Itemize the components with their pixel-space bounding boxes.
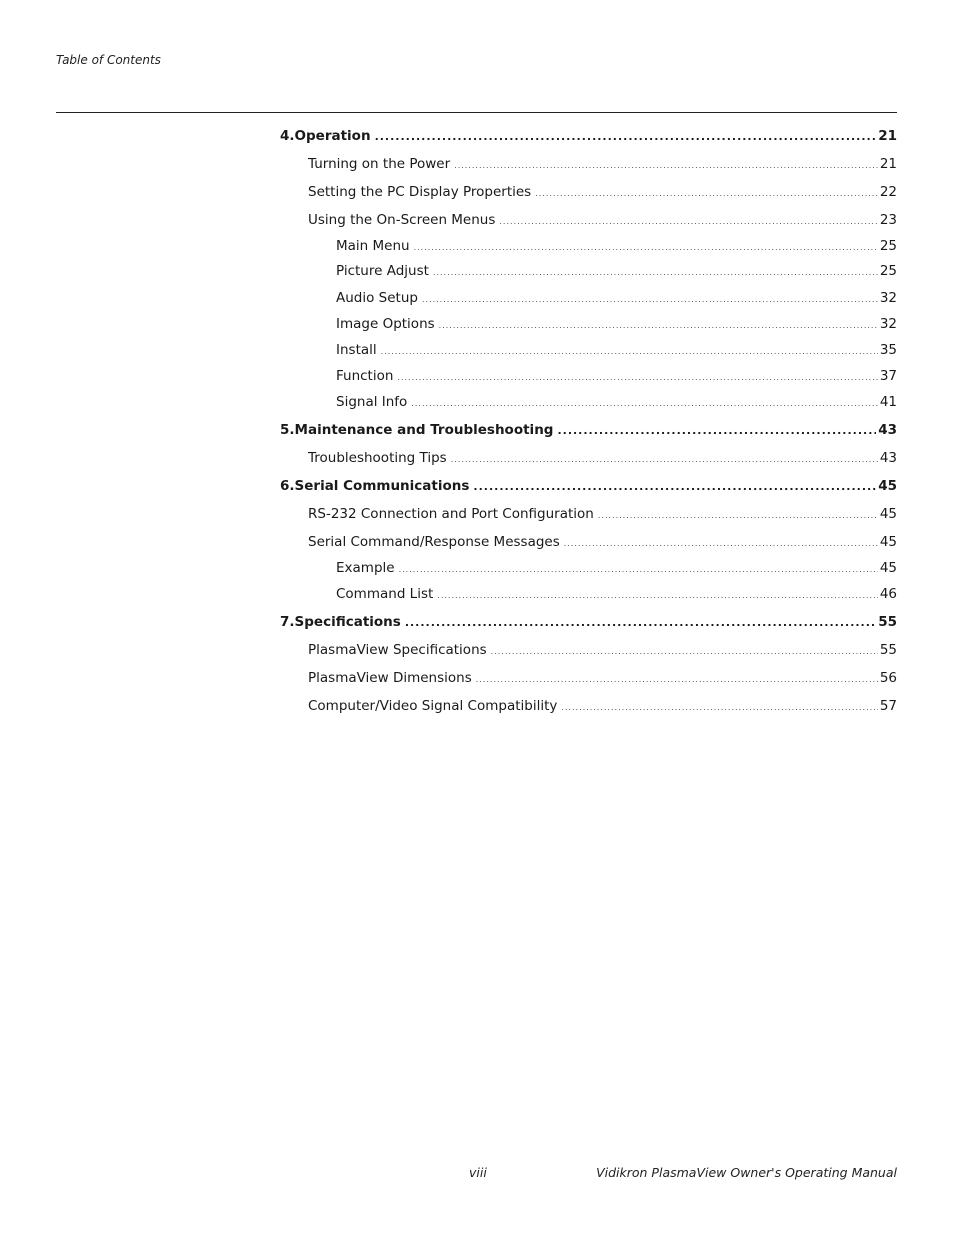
toc-page-number: 21 xyxy=(879,156,897,172)
toc-leader xyxy=(414,239,878,257)
toc-page-number: 55 xyxy=(879,642,897,658)
toc-page-number: 55 xyxy=(878,614,897,630)
toc-leader xyxy=(561,699,877,717)
toc-leader xyxy=(433,264,878,282)
toc-subsection-title: Install xyxy=(336,342,377,358)
toc-leader xyxy=(405,614,876,632)
toc-leader xyxy=(422,291,878,309)
toc-page-number: 45 xyxy=(879,560,897,576)
toc-leader xyxy=(557,422,876,440)
toc-section-title: Troubleshooting Tips xyxy=(308,450,447,466)
toc-leader xyxy=(439,317,878,335)
toc-leader xyxy=(564,535,878,553)
toc-subsection-install[interactable] xyxy=(336,341,897,361)
toc-page-number: 43 xyxy=(878,422,897,438)
toc-chapter-number: 6. xyxy=(280,478,295,494)
toc-chapter-title: Serial Communications xyxy=(294,478,470,494)
toc-chapter-title: Specifications xyxy=(294,614,401,630)
toc-subsection-main-menu[interactable] xyxy=(336,237,897,257)
toc-section-title: Serial Command/Response Messages xyxy=(308,534,560,550)
toc-page-number: 35 xyxy=(879,342,897,358)
toc-page-number: 45 xyxy=(878,478,897,494)
toc-section-troubleshooting-tips[interactable] xyxy=(308,449,897,469)
toc-subsection-title: Example xyxy=(336,560,395,576)
toc-section-serial-command-messages[interactable] xyxy=(308,533,897,553)
toc-page-number: 45 xyxy=(879,534,897,550)
toc-subsection-image-options[interactable] xyxy=(336,315,897,335)
toc-page-number: 25 xyxy=(879,263,897,279)
running-head: Table of Contents xyxy=(56,53,161,67)
toc-chapter-title: Operation xyxy=(294,128,371,144)
toc-section-plasmaview-dimensions[interactable] xyxy=(308,669,897,689)
toc-leader xyxy=(598,507,878,525)
toc-chapter-number: 5. xyxy=(280,422,295,438)
toc-section-title: PlasmaView Dimensions xyxy=(308,670,472,686)
toc-leader xyxy=(381,343,878,361)
toc-section-turning-on-the-power[interactable] xyxy=(308,155,897,175)
toc-page-number: 32 xyxy=(879,316,897,332)
toc-subsection-title: Command List xyxy=(336,586,434,602)
toc-page-number: 56 xyxy=(879,670,897,686)
toc-page-number: 57 xyxy=(879,698,897,714)
toc-subsection-command-list[interactable] xyxy=(336,585,897,605)
toc-chapter-title: Maintenance and Troubleshooting xyxy=(294,422,554,438)
toc-leader xyxy=(473,478,876,496)
toc-page-number: 23 xyxy=(879,212,897,228)
toc-leader xyxy=(499,213,877,231)
toc-leader xyxy=(491,643,878,661)
toc-leader xyxy=(437,587,878,605)
toc-page-number: 25 xyxy=(879,238,897,254)
toc-chapter-serial-communications[interactable] xyxy=(280,477,897,496)
toc-page-number: 32 xyxy=(879,290,897,306)
toc-chapter-operation[interactable] xyxy=(280,127,897,146)
header-rule xyxy=(56,112,897,113)
toc-subsection-function[interactable] xyxy=(336,367,897,387)
toc-section-title: Computer/Video Signal Compatibility xyxy=(308,698,558,714)
toc-section-title: PlasmaView Specifications xyxy=(308,642,487,658)
toc-chapter-number: 4. xyxy=(280,128,295,144)
toc-subsection-signal-info[interactable] xyxy=(336,393,897,413)
toc-section-on-screen-menus[interactable] xyxy=(308,211,897,231)
toc-subsection-title: Picture Adjust xyxy=(336,263,429,279)
toc-page-number: 46 xyxy=(879,586,897,602)
toc-subsection-audio-setup[interactable] xyxy=(336,289,897,309)
toc-section-title: Turning on the Power xyxy=(308,156,451,172)
toc-section-rs232[interactable] xyxy=(308,505,897,525)
toc-section-title: Using the On-Screen Menus xyxy=(308,212,496,228)
toc-subsection-picture-adjust[interactable] xyxy=(336,262,897,282)
footer-page-number: viii xyxy=(469,1165,487,1180)
toc-page-number: 21 xyxy=(878,128,897,144)
toc-section-title: RS-232 Connection and Port Configuration xyxy=(308,506,594,522)
toc-leader xyxy=(476,671,878,689)
toc-section-pc-display-properties[interactable] xyxy=(308,183,897,203)
toc-section-plasmaview-specifications[interactable] xyxy=(308,641,897,661)
toc-page-number: 43 xyxy=(879,450,897,466)
toc-subsection-title: Main Menu xyxy=(336,238,410,254)
toc-chapter-number: 7. xyxy=(280,614,295,630)
toc-subsection-title: Audio Setup xyxy=(336,290,418,306)
toc-leader xyxy=(454,157,878,175)
toc-leader xyxy=(375,128,877,146)
toc-leader xyxy=(535,185,878,203)
toc-subsection-example[interactable] xyxy=(336,559,897,579)
toc-leader xyxy=(397,369,877,387)
toc-page-number: 37 xyxy=(879,368,897,384)
toc-page-number: 22 xyxy=(879,184,897,200)
toc-chapter-maintenance[interactable] xyxy=(280,421,897,440)
toc-leader xyxy=(411,395,878,413)
toc-chapter-specifications[interactable] xyxy=(280,613,897,632)
toc-page-number: 41 xyxy=(879,394,897,410)
toc-page-number: 45 xyxy=(879,506,897,522)
toc-subsection-title: Function xyxy=(336,368,394,384)
footer-manual-title: Vidikron PlasmaView Owner's Operating Manual xyxy=(596,1165,897,1180)
toc-section-signal-compatibility[interactable] xyxy=(308,697,897,717)
toc-leader xyxy=(399,561,878,579)
toc-subsection-title: Image Options xyxy=(336,316,435,332)
toc-section-title: Setting the PC Display Properties xyxy=(308,184,532,200)
toc-subsection-title: Signal Info xyxy=(336,394,408,410)
toc-leader xyxy=(451,451,878,469)
